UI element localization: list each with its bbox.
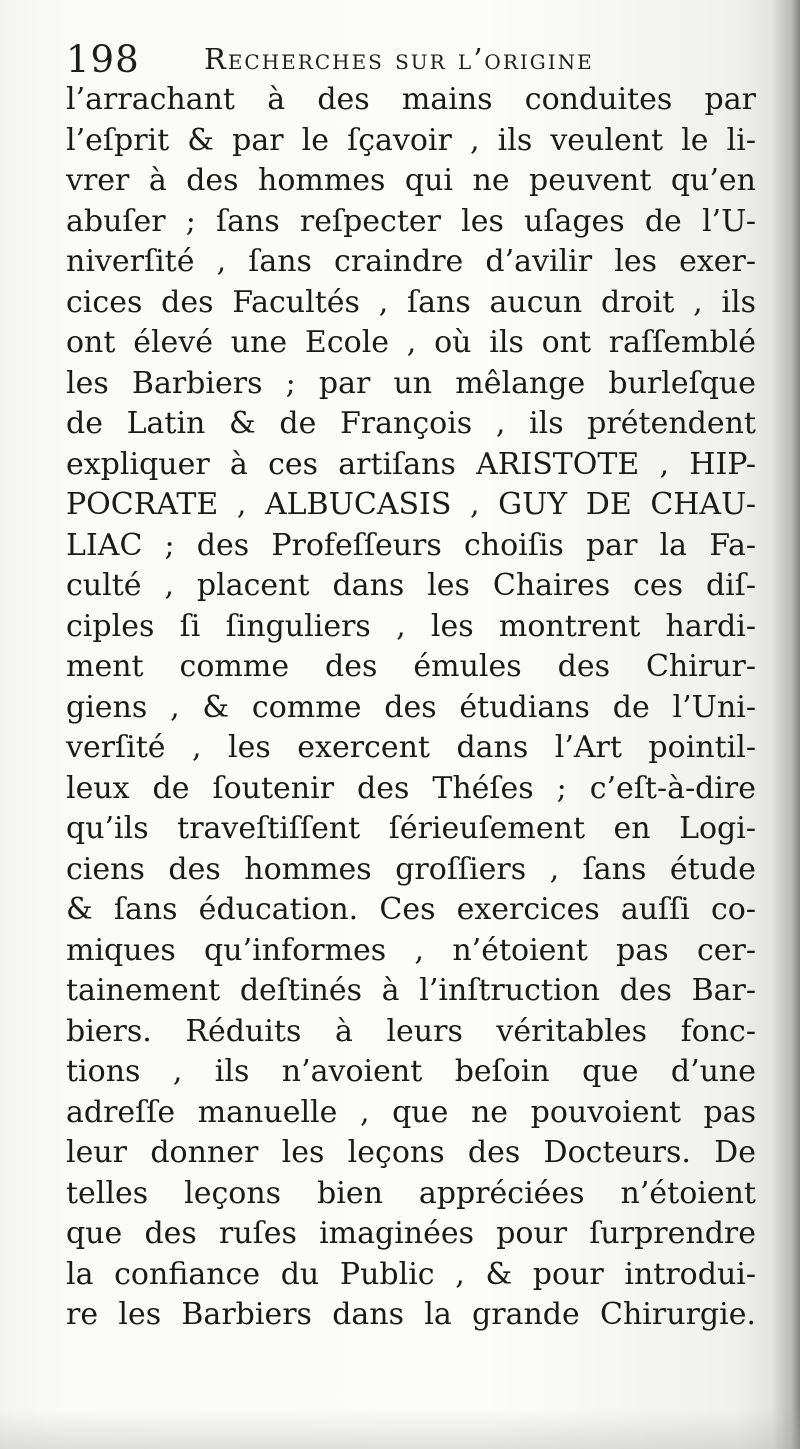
- text-line: la confiance du Public , & pour introdui-: [66, 1256, 756, 1292]
- text-line: & ſans éducation. Ces exercices auſſi co-: [66, 892, 756, 927]
- body-text: [66, 80, 756, 1336]
- text-line: leux de ſoutenir des Théſes ; c’eſt-à-dire: [66, 770, 756, 806]
- text-line: ment comme des émules des Chirur-: [66, 649, 756, 684]
- text-line: que des ruſes imaginées pour ſurprendre: [66, 1216, 756, 1251]
- text-line: giens , & comme des étudians de l’Uni-: [66, 689, 756, 725]
- text-line: LIAC ; des Profeſſeurs choiſis par la Fa-: [66, 527, 756, 563]
- text-line: tions , ils n’avoient beſoin que d’une: [66, 1054, 756, 1089]
- text-line: abuſer ; ſans reſpecter les uſages de l’U-: [66, 203, 756, 239]
- text-line: biers. Réduits à leurs véritables fonc-: [66, 1013, 756, 1049]
- text-line: re les Barbiers dans la grande Chirurgie.: [66, 1297, 756, 1332]
- text-line: expliquer à ces artiſans ARISTOTE , HIP-: [66, 446, 756, 482]
- text-line: qu’ils traveſtiſſent ſérieuſement en Logi-: [66, 811, 756, 846]
- text-line: ciples ſi ſinguliers , les montrent hardi-: [66, 608, 756, 644]
- page-number: 198: [66, 38, 140, 81]
- text-line: tainement deſtinés à l’inſtruction des Bar-: [66, 973, 756, 1008]
- text-line: cices des Facultés , ſans aucun droit , ils: [66, 284, 756, 320]
- text-line: verſité , les exercent dans l’Art pointil-: [66, 730, 756, 765]
- running-head: [66, 38, 756, 86]
- running-head-title: Recherches sur l’origine: [204, 42, 594, 76]
- text-line: l’eſprit & par le ſçavoir , ils veulent le li-: [66, 122, 756, 158]
- text-line: les Barbiers ; par un mêlange burleſque: [66, 365, 756, 401]
- text-line: miques qu’informes , n’étoient pas cer-: [66, 932, 756, 968]
- text-line: ont élevé une Ecole , où ils ont raſſemblé: [66, 325, 756, 360]
- text-line: l’arrachant à des mains conduites par: [66, 82, 756, 117]
- text-line: ciens des hommes groſſiers , ſans étude: [66, 851, 756, 887]
- bottom-edge-shadow: [0, 1409, 800, 1449]
- text-line: de Latin & de François , ils prétendent: [66, 406, 756, 441]
- text-line: POCRATE , ALBUCASIS , GUY DE CHAU-: [66, 487, 756, 522]
- text-line: telles leçons bien appréciées n’étoient: [66, 1175, 756, 1211]
- spine-shadow: [772, 0, 800, 1449]
- text-line: niverſité , ſans craindre d’avilir les exer-: [66, 244, 756, 279]
- text-line: adreſſe manuelle , que ne pouvoient pas: [66, 1094, 756, 1130]
- text-line: culté , placent dans les Chaires ces diſ-: [66, 568, 756, 603]
- text-line: vrer à des hommes qui ne peuvent qu’en: [66, 163, 756, 198]
- text-line: leur donner les leçons des Docteurs. De: [66, 1135, 756, 1170]
